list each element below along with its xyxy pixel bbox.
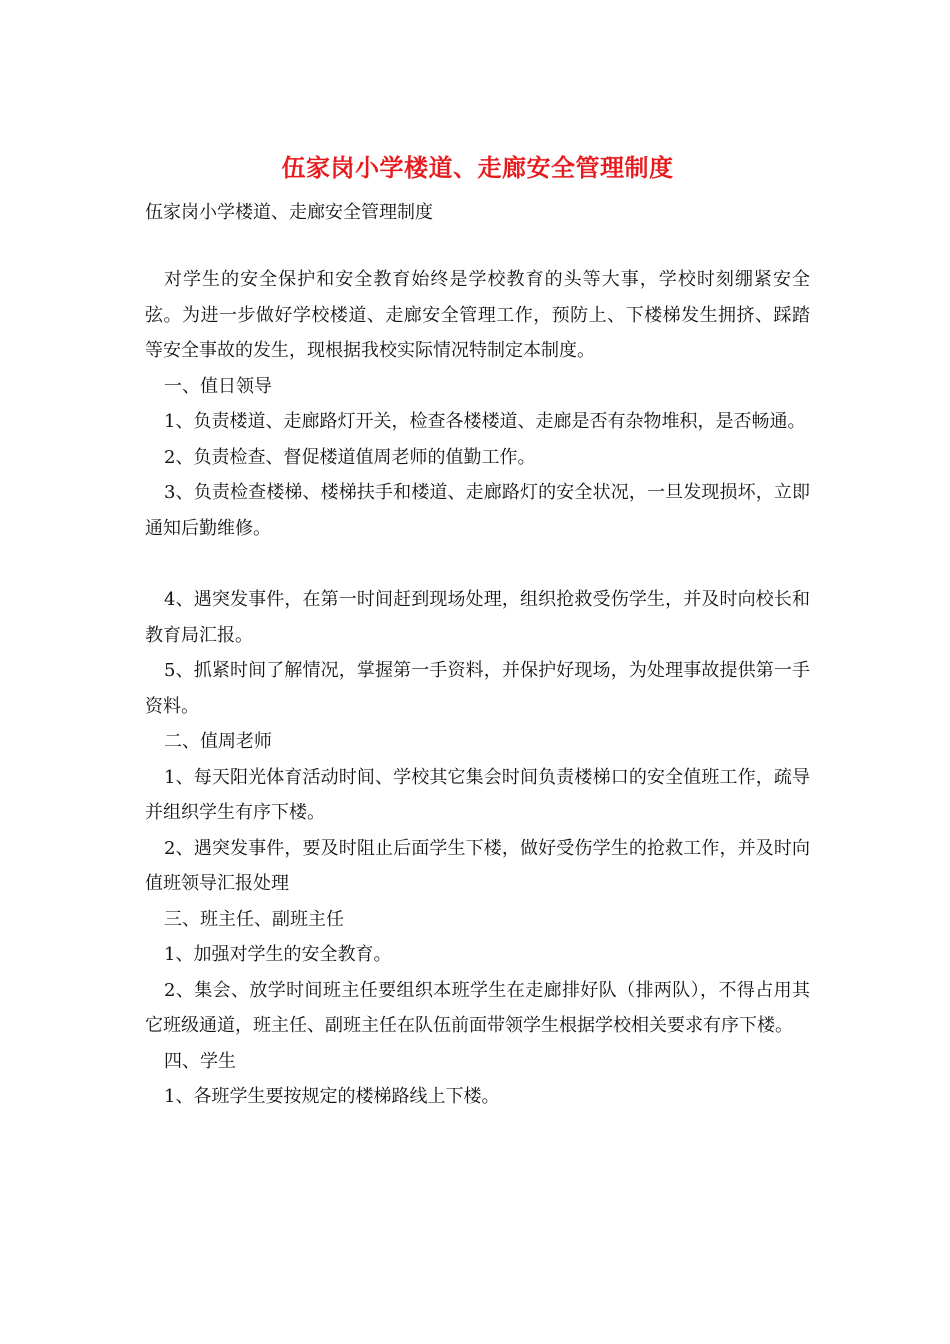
section-heading-duty-leader: 一、值日领导 — [164, 375, 272, 397]
list-item: 1、每天阳光体育活动时间、学校其它集会时间负责楼梯口的安全值班工作，疏导并组织学生有序下楼。 — [145, 766, 810, 823]
list-item: 5、抓紧时间了解情况，掌握第一手资料，并保护好现场，为处理事故提供第一手资料。 — [145, 660, 810, 717]
paragraph-gap — [145, 546, 810, 582]
section-heading-class-teacher: 三、班主任、副班主任 — [164, 908, 344, 930]
intro-paragraph: 对学生的安全保护和安全教育始终是学校教育的头等大事，学校时刻绷紧安全弦。为进一步做好学校楼道、走廊安全管理工作，预防上、下楼梯发生拥挤、踩踏等安全事故的发生，现根据我校实际情况特制定本制度。 — [145, 269, 810, 361]
list-item: 2、遇突发事件，要及时阻止后面学生下楼，做好受伤学生的抢救工作，并及时向值班领导汇报处理 — [145, 837, 810, 894]
list-item: 4、遇突发事件，在第一时间赶到现场处理，组织抢救受伤学生，并及时向校长和教育局汇报。 — [145, 589, 810, 646]
document-subtitle: 伍家岗小学楼道、走廊安全管理制度 — [145, 202, 433, 223]
list-item: 2、负责检查、督促楼道值周老师的值勤工作。 — [164, 446, 536, 468]
list-item: 3、负责检查楼梯、楼梯扶手和楼道、走廊路灯的安全状况，一旦发现损坏，立即通知后勤维修。 — [145, 482, 810, 539]
list-item: 1、加强对学生的安全教育。 — [164, 944, 392, 965]
list-item: 1、负责楼道、走廊路灯开关，检查各楼楼道、走廊是否有杂物堆积，是否畅通。 — [164, 411, 806, 432]
document-page — [145, 150, 810, 1115]
section-heading-duty-teacher: 二、值周老师 — [164, 731, 272, 752]
list-item: 2、集会、放学时间班主任要组织本班学生在走廊排好队（排两队），不得占用其它班级通道，班主任、副班主任在队伍前面带领学生根据学校相关要求有序下楼。 — [145, 979, 810, 1036]
section-heading-students: 四、学生 — [164, 1050, 236, 1072]
list-item: 1、各班学生要按规定的楼梯路线上下楼。 — [164, 1086, 500, 1107]
document-title: 伍家岗小学楼道、走廊安全管理制度 — [281, 153, 674, 182]
